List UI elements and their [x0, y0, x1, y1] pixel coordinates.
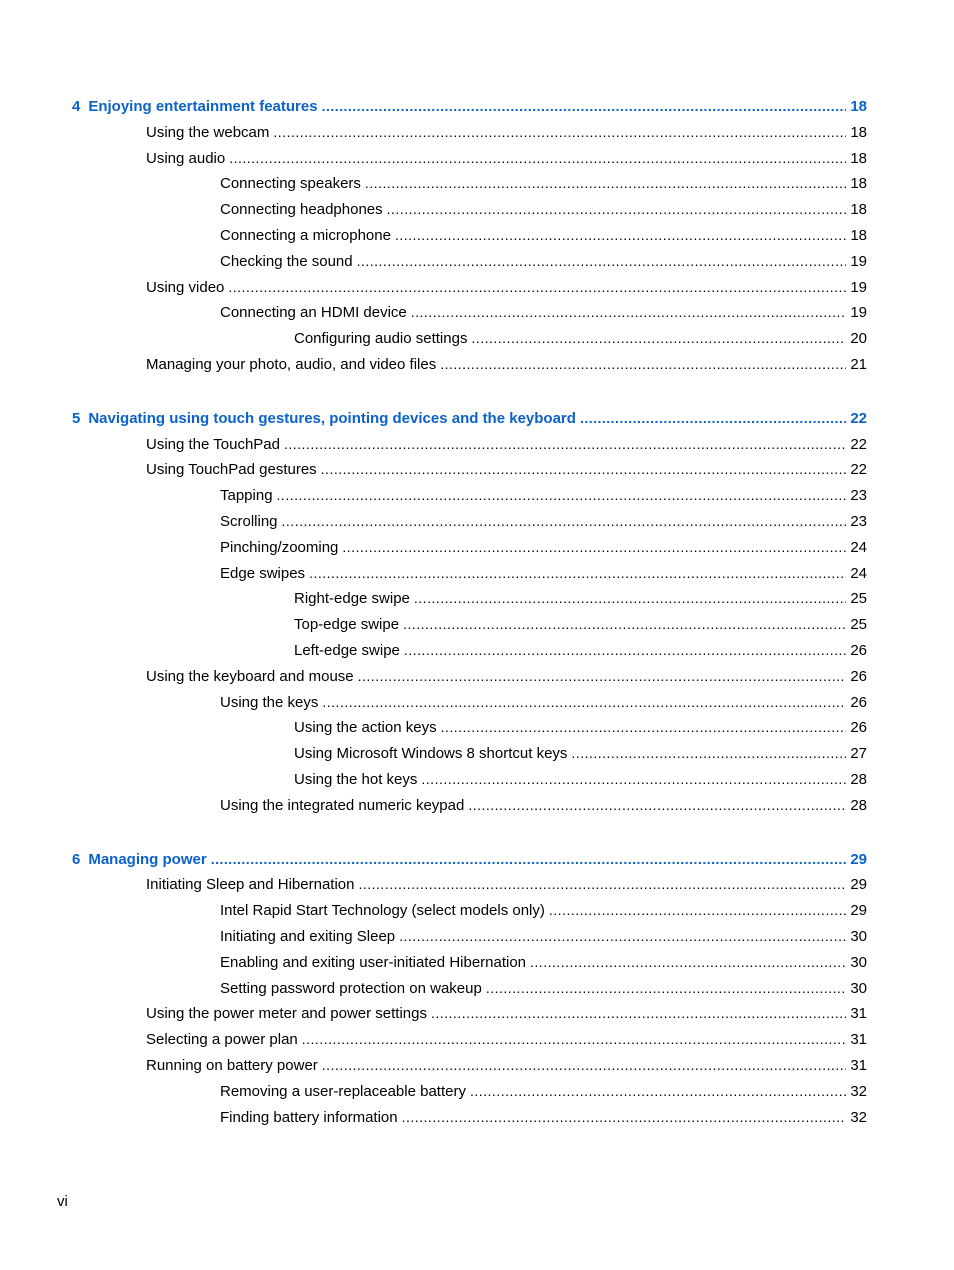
- toc-entry[interactable]: [220, 927, 867, 946]
- toc-entry-title: [146, 436, 284, 454]
- dot-leader: [322, 693, 846, 711]
- toc-entry-title: [146, 150, 229, 168]
- toc-entry-text: Initiating Sleep and Hibernation: [146, 876, 355, 893]
- toc-page-number: 30: [850, 928, 867, 945]
- toc-page-number: 28: [850, 771, 867, 788]
- toc-entry-title: [146, 356, 440, 374]
- toc-entry-text: Using the keyboard and mouse: [146, 668, 354, 685]
- toc-entry-title: [220, 175, 365, 193]
- toc-entry-text: Using the TouchPad: [146, 436, 280, 453]
- toc-page-number: 28: [850, 797, 867, 814]
- dot-leader: [421, 770, 846, 788]
- toc-entry-text: Left-edge swipe: [294, 642, 400, 659]
- toc-entry-text: Running on battery power: [146, 1057, 318, 1074]
- chapter-number: 5: [72, 410, 81, 427]
- toc-entry[interactable]: [294, 718, 867, 737]
- toc-entry[interactable]: [146, 1004, 867, 1023]
- dot-leader: [277, 486, 847, 504]
- toc-entry-title: [294, 719, 441, 737]
- toc-entry-text: Setting password protection on wakeup: [220, 980, 482, 997]
- dot-leader: [571, 744, 846, 762]
- dot-leader: [440, 355, 846, 373]
- toc-chapter-entry[interactable]: [72, 409, 867, 428]
- toc-page-number: 30: [850, 980, 867, 997]
- toc-entry-title: [220, 539, 342, 557]
- toc-chapter-entry[interactable]: [72, 850, 867, 869]
- dot-leader: [404, 641, 846, 659]
- dot-leader: [273, 123, 846, 141]
- toc-entry-text: Connecting an HDMI device: [220, 304, 407, 321]
- toc-entry[interactable]: [220, 1108, 867, 1127]
- toc-page-number: 32: [850, 1109, 867, 1126]
- toc-entry-text: Enjoying entertainment features: [88, 98, 318, 115]
- toc-entry-text: Using TouchPad gestures: [146, 461, 317, 478]
- dot-leader: [302, 1030, 847, 1048]
- toc-entry[interactable]: [146, 355, 867, 374]
- toc-entry-text: Using Microsoft Windows 8 shortcut keys: [294, 745, 568, 762]
- dot-leader: [441, 718, 847, 736]
- toc-entry-title: [146, 279, 228, 297]
- dot-leader: [431, 1004, 846, 1022]
- toc-page-number: 19: [850, 253, 867, 270]
- toc-page-number: 19: [850, 279, 867, 296]
- toc-entry-title: [220, 954, 530, 972]
- toc-entry-text: Initiating and exiting Sleep: [220, 928, 396, 945]
- toc-entry[interactable]: [220, 303, 867, 322]
- dot-leader: [468, 796, 846, 814]
- toc-entry-title: [220, 565, 309, 583]
- toc-entry-text: Configuring audio settings: [294, 330, 468, 347]
- toc-page-number: 26: [850, 694, 867, 711]
- dot-leader: [470, 1082, 846, 1100]
- toc-page-number: 18: [850, 201, 867, 218]
- toc-entry-text: Using the webcam: [146, 124, 270, 141]
- toc-page-number: 32: [850, 1083, 867, 1100]
- toc-entry-text: Finding battery information: [220, 1109, 398, 1126]
- dot-leader: [322, 1056, 847, 1074]
- toc-entry-title: [72, 851, 211, 869]
- toc-entry-title: [294, 330, 471, 348]
- dot-leader: [395, 226, 846, 244]
- toc-entry[interactable]: [220, 200, 867, 219]
- toc-page-number: 26: [850, 719, 867, 736]
- toc-page-number: 22: [850, 410, 867, 427]
- toc-entry[interactable]: [220, 486, 867, 505]
- toc-entry-text: Using the keys: [220, 694, 319, 711]
- toc-entry[interactable]: [294, 615, 867, 634]
- dot-leader: [387, 200, 847, 218]
- toc-page-number: 22: [850, 436, 867, 453]
- toc-entry-title: [294, 616, 403, 634]
- dot-leader: [530, 953, 846, 971]
- toc-entry[interactable]: [146, 1030, 867, 1049]
- toc-entry-text: Managing your photo, audio, and video files: [146, 356, 437, 373]
- toc-entry-title: [146, 461, 321, 479]
- toc-entry[interactable]: [220, 512, 867, 531]
- toc-entry-text: Connecting speakers: [220, 175, 361, 192]
- toc-entry-title: [146, 124, 273, 142]
- toc-entry[interactable]: [220, 693, 867, 712]
- chapter-number: 4: [72, 98, 81, 115]
- toc-entry-title: [220, 201, 387, 219]
- toc-entry-title: [220, 902, 549, 920]
- toc-entry[interactable]: [220, 953, 867, 972]
- chapter-number: 6: [72, 851, 81, 868]
- toc-page-number: 29: [850, 902, 867, 919]
- toc-entry-text: Tapping: [220, 487, 273, 504]
- toc-entry-title: [220, 1109, 402, 1127]
- toc-page-number: 30: [850, 954, 867, 971]
- toc-entry-text: Enabling and exiting user-initiated Hibernation: [220, 954, 527, 971]
- toc-page-number: 21: [850, 356, 867, 373]
- toc-page-number: 26: [850, 642, 867, 659]
- toc-entry[interactable]: [220, 979, 867, 998]
- toc-entry-text: Pinching/zooming: [220, 539, 339, 556]
- toc-entry-text: Right-edge swipe: [294, 590, 410, 607]
- dot-leader: [228, 278, 846, 296]
- toc-entry-text: Edge swipes: [220, 565, 306, 582]
- toc-entry-title: [72, 98, 322, 116]
- toc-entry-title: [146, 876, 358, 894]
- toc-entry-title: [220, 304, 411, 322]
- toc-entry-title: [146, 668, 358, 686]
- toc-entry-text: Removing a user-replaceable battery: [220, 1083, 466, 1100]
- toc-chapter-entry[interactable]: [72, 97, 867, 116]
- toc-entry[interactable]: [146, 278, 867, 297]
- toc-entry-text: Connecting headphones: [220, 201, 383, 218]
- toc-entry[interactable]: [294, 589, 867, 608]
- toc-page-number: 31: [850, 1031, 867, 1048]
- toc-entry-title: [220, 928, 399, 946]
- toc-entry-text: Checking the sound: [220, 253, 353, 270]
- toc-entry[interactable]: [146, 123, 867, 142]
- toc-entry[interactable]: [146, 435, 867, 454]
- toc-entry-text: Using the action keys: [294, 719, 437, 736]
- toc-entry[interactable]: [220, 252, 867, 271]
- toc-entry-text: Using audio: [146, 150, 226, 167]
- toc-entry-title: [220, 1083, 470, 1101]
- toc-entry-title: [294, 642, 404, 660]
- toc-entry-text: Top-edge swipe: [294, 616, 400, 633]
- toc-page-number: 23: [850, 487, 867, 504]
- toc-entry[interactable]: [146, 149, 867, 168]
- toc-page-number: 18: [850, 227, 867, 244]
- toc-entry[interactable]: [220, 564, 867, 583]
- toc-entry[interactable]: [220, 538, 867, 557]
- toc-page-number: 27: [850, 745, 867, 762]
- dot-leader: [322, 97, 847, 115]
- toc-entry[interactable]: [146, 875, 867, 894]
- dot-leader: [358, 875, 846, 893]
- toc-entry-text: Using video: [146, 279, 225, 296]
- dot-leader: [342, 538, 846, 556]
- toc-entry-text: Using the hot keys: [294, 771, 418, 788]
- dot-leader: [211, 850, 847, 868]
- toc-page-number: 25: [850, 616, 867, 633]
- toc-page-number: 23: [850, 513, 867, 530]
- dot-leader: [365, 174, 846, 192]
- toc-entry-title: [294, 745, 571, 763]
- dot-leader: [399, 927, 846, 945]
- dot-leader: [282, 512, 847, 530]
- toc-page-number: 20: [850, 330, 867, 347]
- toc-entry-title: [146, 1031, 302, 1049]
- toc-entry-text: Managing power: [88, 851, 207, 868]
- toc-entry[interactable]: [146, 667, 867, 686]
- toc-page-number: 25: [850, 590, 867, 607]
- toc-page-number: 29: [850, 876, 867, 893]
- toc-entry-title: [72, 410, 580, 428]
- toc-entry-text: Using the power meter and power settings: [146, 1005, 427, 1022]
- dot-leader: [414, 589, 846, 607]
- toc-entry[interactable]: [220, 796, 867, 815]
- toc-page-number: 29: [850, 851, 867, 868]
- dot-leader: [486, 979, 846, 997]
- dot-leader: [309, 564, 846, 582]
- toc-page-number: 18: [850, 98, 867, 115]
- toc-entry-title: [220, 487, 277, 505]
- toc-entry[interactable]: [294, 329, 867, 348]
- toc-entry-title: [146, 1057, 322, 1075]
- toc-entry-text: Using the integrated numeric keypad: [220, 797, 465, 814]
- dot-leader: [471, 329, 846, 347]
- toc-entry-title: [294, 590, 414, 608]
- toc-entry[interactable]: [294, 641, 867, 660]
- toc-page-number: 19: [850, 304, 867, 321]
- dot-leader: [402, 1108, 847, 1126]
- toc-entry-text: Connecting a microphone: [220, 227, 391, 244]
- toc-entry-title: [220, 980, 486, 998]
- toc-entry-text: Scrolling: [220, 513, 278, 530]
- toc-entry-title: [220, 694, 322, 712]
- toc-entry-text: Selecting a power plan: [146, 1031, 298, 1048]
- toc-entry-title: [220, 797, 468, 815]
- dot-leader: [411, 303, 847, 321]
- page-number-footer: vi: [57, 1193, 68, 1210]
- toc-entry[interactable]: [146, 460, 867, 479]
- toc-entry[interactable]: [220, 174, 867, 193]
- toc-page-number: 22: [850, 461, 867, 478]
- dot-leader: [284, 435, 846, 453]
- dot-leader: [580, 409, 846, 427]
- toc-entry[interactable]: [220, 226, 867, 245]
- toc-page-number: 18: [850, 150, 867, 167]
- dot-leader: [358, 667, 847, 685]
- toc-entry-text: Intel Rapid Start Technology (select models only): [220, 902, 545, 919]
- toc-entry-title: [146, 1005, 431, 1023]
- toc-page-number: 24: [850, 565, 867, 582]
- toc-entry[interactable]: [294, 744, 867, 763]
- toc-page-number: 18: [850, 175, 867, 192]
- toc-entry-title: [220, 227, 395, 245]
- toc-page-number: 18: [850, 124, 867, 141]
- dot-leader: [549, 901, 846, 919]
- dot-leader: [357, 252, 847, 270]
- toc-entry-title: [294, 771, 421, 789]
- toc-page-number: 26: [850, 668, 867, 685]
- toc-page-number: 31: [850, 1057, 867, 1074]
- toc-entry-title: [220, 253, 357, 271]
- dot-leader: [229, 149, 846, 167]
- dot-leader: [403, 615, 846, 633]
- toc-entry[interactable]: [146, 1056, 867, 1075]
- toc-entry-text: Navigating using touch gestures, pointing devices and the keyboard: [88, 410, 576, 427]
- toc-entry[interactable]: [294, 770, 867, 789]
- toc-page-number: 24: [850, 539, 867, 556]
- toc-entry[interactable]: [220, 1082, 867, 1101]
- toc-entry[interactable]: [220, 901, 867, 920]
- toc-page-number: 31: [850, 1005, 867, 1022]
- dot-leader: [321, 460, 847, 478]
- toc-entry-title: [220, 513, 282, 531]
